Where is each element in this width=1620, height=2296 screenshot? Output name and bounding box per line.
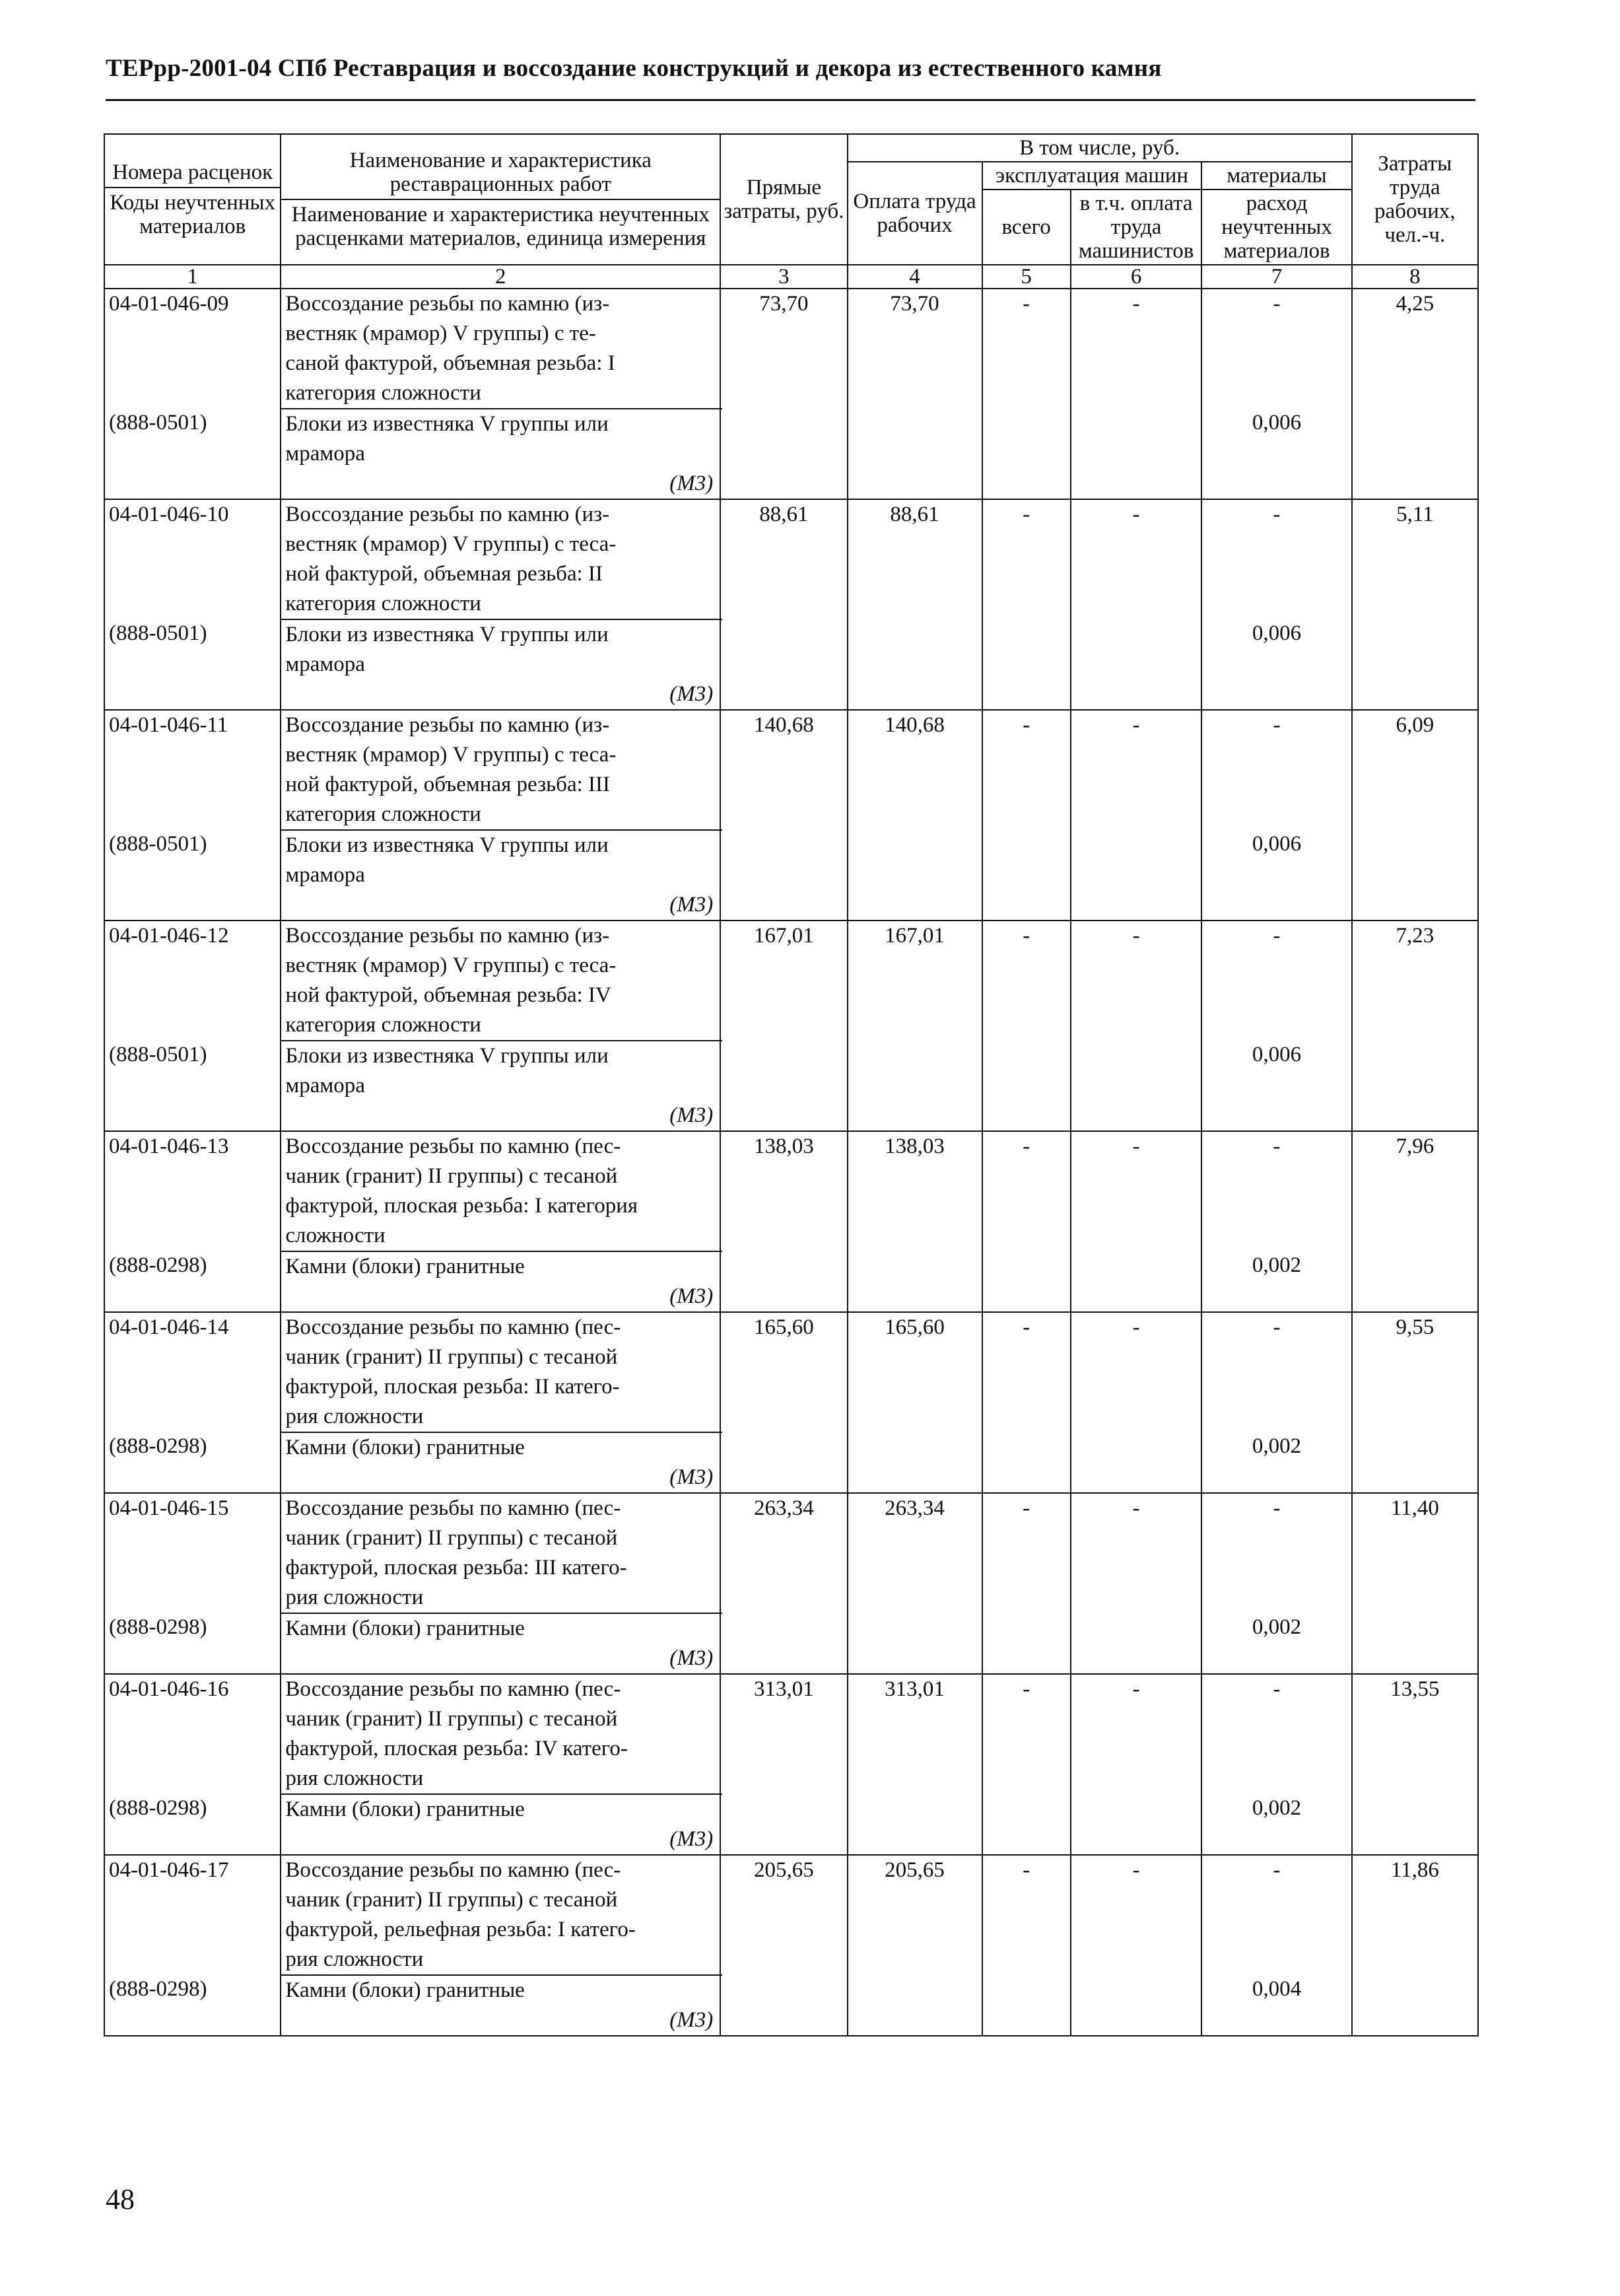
material-unit: (М3) — [669, 1103, 714, 1127]
material-quantity: 0,002 — [1252, 1615, 1302, 1639]
work-description-line: чаник (гранит) II группы) с тесаной — [285, 1707, 618, 1731]
materials-cell — [1201, 499, 1351, 710]
rate-code: 04-01-046-10 — [109, 503, 229, 526]
col-header-consumption: расход неучтенных материалов — [1201, 190, 1351, 265]
materials-value: - — [1273, 1315, 1281, 1339]
spacer — [1206, 1191, 1347, 1221]
spacer — [1206, 589, 1347, 619]
spacer — [1206, 319, 1347, 349]
spacer — [1206, 559, 1347, 589]
material-description-line: Блоки из известняка V группы или — [285, 623, 609, 646]
materials-cell — [1201, 921, 1351, 1131]
work-description-line: чаник (гранит) II группы) с тесаной — [285, 1164, 618, 1188]
labor-cell: 7,96 — [1352, 1131, 1478, 1312]
labor-cell: 11,86 — [1352, 1855, 1478, 2036]
material-quantity: 0,002 — [1252, 1253, 1302, 1277]
spacer — [1206, 349, 1347, 378]
material-description-line: Камни (блоки) гранитные — [285, 1255, 525, 1278]
material-description-line: Камни (блоки) гранитные — [285, 1436, 525, 1459]
spacer — [1206, 1915, 1347, 1945]
wages-cell: 88,61 — [848, 499, 982, 710]
col-header-numbers: Номера расценок Коды неучтенных материалов — [104, 134, 281, 265]
material-code: (888-0298) — [109, 1253, 207, 1277]
material-unit: (М3) — [669, 1646, 714, 1670]
work-description-line: рия сложности — [285, 1405, 424, 1428]
table-row — [104, 1312, 1478, 1493]
material-code: (888-0298) — [109, 1977, 207, 2001]
material-description — [280, 1251, 722, 1311]
rate-code: 04-01-046-16 — [109, 1677, 229, 1701]
materials-value: - — [1273, 1858, 1281, 1882]
spacer — [109, 1764, 276, 1793]
spacer — [109, 1221, 276, 1251]
materials-value: - — [1273, 503, 1281, 526]
col-number: 4 — [848, 265, 982, 289]
machines-total-cell: - — [982, 1312, 1071, 1493]
table-row — [104, 289, 1478, 499]
work-description-line: чаник (гранит) II группы) с тесаной — [285, 1526, 618, 1550]
work-description-cell — [281, 1493, 720, 1674]
work-description-line: Воссоздание резьбы по камню (пес- — [285, 1858, 621, 1882]
work-description-line: Воссоздание резьбы по камню (из- — [285, 713, 610, 737]
work-description-line: категория сложности — [285, 381, 481, 405]
material-description-line: Блоки из известняка V группы или — [285, 833, 609, 857]
material-quantity: 0,004 — [1252, 1977, 1302, 2001]
work-description-line: рия сложности — [285, 1585, 424, 1609]
work-description-line: фактурой, плоская резьба: IV катего- — [285, 1737, 628, 1760]
material-code: (888-0298) — [109, 1796, 207, 1820]
materials-cell — [1201, 1855, 1351, 2036]
rate-code-cell — [104, 1312, 281, 1493]
material-description-line: Камни (блоки) гранитные — [285, 1617, 525, 1640]
work-description-cell — [281, 1855, 720, 2036]
labor-cell: 7,23 — [1352, 921, 1478, 1131]
rate-code-cell — [104, 499, 281, 710]
materials-value: - — [1273, 1677, 1281, 1701]
spacer — [109, 800, 276, 829]
work-description-line: категория сложности — [285, 1013, 481, 1037]
direct-cost-cell: 73,70 — [720, 289, 847, 499]
labor-cell: 11,40 — [1352, 1493, 1478, 1674]
material-description — [280, 408, 722, 499]
work-description-line: чаник (гранит) II группы) с тесаной — [285, 1888, 618, 1912]
material-description — [280, 829, 722, 920]
rate-code: 04-01-046-13 — [109, 1134, 229, 1158]
spacer — [1206, 1553, 1347, 1583]
table-row — [104, 1131, 1478, 1312]
machinist-wages-cell: - — [1071, 710, 1202, 921]
spacer — [109, 1553, 276, 1583]
work-description-line: Воссоздание резьбы по камню (пес- — [285, 1134, 621, 1158]
page-title: ТЕРрр-2001-04 СПб Реставрация и воссоздание конструкций и декора из естественного камня — [106, 55, 1162, 82]
spacer — [109, 1191, 276, 1221]
machinist-wages-cell: - — [1071, 921, 1202, 1131]
col-header-direct: Прямые затраты, руб. — [720, 134, 847, 265]
wages-cell: 165,60 — [848, 1312, 982, 1493]
work-description-line: саной фактурой, объемная резьба: I — [285, 351, 615, 375]
material-description — [280, 1613, 722, 1673]
work-description-line: категория сложности — [285, 802, 481, 826]
rate-code-cell — [104, 289, 281, 499]
wages-cell: 138,03 — [848, 1131, 982, 1312]
work-description-line: фактурой, плоская резьба: II катего- — [285, 1375, 620, 1399]
work-description-line: чаник (гранит) II группы) с тесаной — [285, 1345, 618, 1369]
col-number: 3 — [720, 265, 847, 289]
work-description-line: вестняк (мрамор) V группы) с теса- — [285, 743, 617, 767]
spacer — [109, 1523, 276, 1553]
labor-cell: 13,55 — [1352, 1674, 1478, 1855]
rate-code-cell — [104, 710, 281, 921]
material-code: (888-0298) — [109, 1615, 207, 1639]
direct-cost-cell: 88,61 — [720, 499, 847, 710]
direct-cost-cell: 313,01 — [720, 1674, 847, 1855]
work-description-line: Воссоздание резьбы по камню (из- — [285, 924, 610, 948]
material-description — [280, 1974, 722, 2035]
materials-value: - — [1273, 1134, 1281, 1158]
spacer — [1206, 951, 1347, 981]
materials-value: - — [1273, 713, 1281, 737]
spacer — [1206, 1342, 1347, 1372]
material-unit: (М3) — [669, 2008, 714, 2032]
spacer — [1206, 1704, 1347, 1734]
machines-total-cell: - — [982, 1674, 1071, 1855]
work-description-line: фактурой, плоская резьба: I категория — [285, 1194, 638, 1218]
rate-code-cell — [104, 921, 281, 1131]
spacer — [1206, 1010, 1347, 1040]
table-row — [104, 1493, 1478, 1674]
work-description-line: ной фактурой, объемная резьба: III — [285, 773, 610, 796]
spacer — [109, 349, 276, 378]
material-quantity: 0,006 — [1252, 1043, 1302, 1066]
spacer — [1206, 1764, 1347, 1793]
machines-total-cell: - — [982, 289, 1071, 499]
material-description-line: мрамора — [285, 652, 365, 676]
material-unit: (М3) — [669, 471, 714, 495]
spacer — [1206, 1523, 1347, 1553]
rate-code: 04-01-046-09 — [109, 292, 229, 316]
spacer — [109, 981, 276, 1010]
spacer — [109, 378, 276, 408]
machinist-wages-cell: - — [1071, 1493, 1202, 1674]
work-description-cell — [281, 1131, 720, 1312]
materials-value: - — [1273, 1496, 1281, 1520]
direct-cost-cell: 167,01 — [720, 921, 847, 1131]
spacer — [1206, 1583, 1347, 1613]
work-description-line: ной фактурой, объемная резьба: II — [285, 562, 603, 586]
work-description-line: категория сложности — [285, 592, 481, 615]
work-description-line: Воссоздание резьбы по камню (из- — [285, 292, 610, 316]
spacer — [109, 1885, 276, 1915]
material-description-line: Камни (блоки) гранитные — [285, 1797, 525, 1821]
work-description-line: вестняк (мрамор) V группы) с теса- — [285, 954, 617, 977]
material-code: (888-0501) — [109, 411, 207, 435]
work-description-line: Воссоздание резьбы по камню (из- — [285, 503, 610, 526]
spacer — [109, 740, 276, 770]
machinist-wages-cell: - — [1071, 499, 1202, 710]
materials-cell — [1201, 1674, 1351, 1855]
wages-cell: 140,68 — [848, 710, 982, 921]
material-description-line: мрамора — [285, 863, 365, 887]
material-code: (888-0501) — [109, 621, 207, 645]
wages-cell: 73,70 — [848, 289, 982, 499]
labor-cell: 6,09 — [1352, 710, 1478, 921]
material-quantity: 0,006 — [1252, 621, 1302, 645]
material-description-line: Блоки из известняка V группы или — [285, 412, 609, 436]
work-description-cell — [281, 1312, 720, 1493]
table-body — [104, 289, 1478, 2036]
spacer — [109, 319, 276, 349]
rate-code-cell — [104, 1493, 281, 1674]
material-description — [280, 1432, 722, 1492]
material-quantity: 0,002 — [1252, 1434, 1302, 1458]
spacer — [1206, 1162, 1347, 1191]
work-description-cell — [281, 289, 720, 499]
materials-value: - — [1273, 924, 1281, 948]
rate-code: 04-01-046-17 — [109, 1858, 229, 1882]
work-description-cell — [281, 1674, 720, 1855]
spacer — [1206, 1402, 1347, 1432]
work-description-line: Воссоздание резьбы по камню (пес- — [285, 1496, 621, 1520]
machinist-wages-cell: - — [1071, 1674, 1202, 1855]
work-description-line: сложности — [285, 1224, 386, 1247]
material-quantity: 0,006 — [1252, 832, 1302, 856]
work-description-line: ной фактурой, объемная резьба: IV — [285, 983, 611, 1007]
col-number: 6 — [1071, 265, 1202, 289]
col-number: 7 — [1201, 265, 1351, 289]
rates-table — [104, 133, 1479, 2036]
col-header-machines: эксплуатация машин — [982, 162, 1202, 190]
wages-cell: 313,01 — [848, 1674, 982, 1855]
work-description-line: фактурой, рельефная резьба: I катего- — [285, 1918, 636, 1941]
spacer — [109, 1402, 276, 1432]
spacer — [1206, 800, 1347, 829]
material-unit: (М3) — [669, 1827, 714, 1851]
material-code: (888-0501) — [109, 832, 207, 856]
rate-code: 04-01-046-11 — [109, 713, 228, 737]
spacer — [109, 559, 276, 589]
machinist-wages-cell: - — [1071, 289, 1202, 499]
col-header-including: В том числе, руб. — [848, 134, 1352, 162]
materials-cell — [1201, 1312, 1351, 1493]
wages-cell: 205,65 — [848, 1855, 982, 2036]
spacer — [1206, 1372, 1347, 1402]
spacer — [109, 1945, 276, 1974]
header-divider — [106, 99, 1475, 101]
material-description-line: мрамора — [285, 442, 365, 466]
spacer — [109, 1010, 276, 1040]
wages-cell: 263,34 — [848, 1493, 982, 1674]
material-unit: (М3) — [669, 1465, 714, 1489]
direct-cost-cell: 138,03 — [720, 1131, 847, 1312]
col-header-machinist-wages: в т.ч. оплата труда машинистов — [1071, 190, 1202, 265]
col-number: 8 — [1352, 265, 1478, 289]
work-description-line: рия сложности — [285, 1766, 424, 1790]
rate-code-cell — [104, 1674, 281, 1855]
work-description-cell — [281, 710, 720, 921]
spacer — [109, 1583, 276, 1613]
material-description-line: мрамора — [285, 1074, 365, 1097]
rate-code: 04-01-046-15 — [109, 1496, 229, 1520]
spacer — [109, 770, 276, 800]
labor-cell: 5,11 — [1352, 499, 1478, 710]
machinist-wages-cell: - — [1071, 1131, 1202, 1312]
direct-cost-cell: 140,68 — [720, 710, 847, 921]
rate-code: 04-01-046-12 — [109, 924, 229, 948]
col-header-machines-total: всего — [982, 190, 1071, 265]
rate-code-cell — [104, 1131, 281, 1312]
materials-cell — [1201, 710, 1351, 921]
spacer — [1206, 981, 1347, 1010]
material-description — [280, 1040, 722, 1131]
material-description — [280, 1793, 722, 1854]
spacer — [109, 1734, 276, 1764]
materials-cell — [1201, 289, 1351, 499]
table-row — [104, 1674, 1478, 1855]
material-code: (888-0298) — [109, 1434, 207, 1458]
col-header-wages: Оплата труда рабочих — [848, 162, 982, 265]
machines-total-cell: - — [982, 1855, 1071, 2036]
material-unit: (М3) — [669, 1284, 714, 1308]
col-header-labor: Затраты труда рабочих, чел.-ч. — [1352, 134, 1478, 265]
col-header-name: Наименование и характеристика реставрационных работ Наименование и характеристика неучтенных расценками материалов, единица измерения — [281, 134, 720, 265]
spacer — [109, 1162, 276, 1191]
col-header-materials: материалы — [1201, 162, 1351, 190]
col-number: 2 — [281, 265, 720, 289]
work-description-line: вестняк (мрамор) V группы) с теса- — [285, 532, 617, 556]
table-row — [104, 710, 1478, 921]
direct-cost-cell: 165,60 — [720, 1312, 847, 1493]
labor-cell: 4,25 — [1352, 289, 1478, 499]
wages-cell: 167,01 — [848, 921, 982, 1131]
work-description-cell — [281, 921, 720, 1131]
materials-value: - — [1273, 292, 1281, 316]
machines-total-cell: - — [982, 921, 1071, 1131]
work-description-line: фактурой, плоская резьба: III катего- — [285, 1556, 627, 1580]
machinist-wages-cell: - — [1071, 1855, 1202, 2036]
spacer — [1206, 1945, 1347, 1974]
spacer — [1206, 1221, 1347, 1251]
page-number: 48 — [106, 2183, 135, 2215]
work-description-cell — [281, 499, 720, 710]
table-row — [104, 921, 1478, 1131]
spacer — [109, 1704, 276, 1734]
material-code: (888-0501) — [109, 1043, 207, 1066]
work-description-line: вестняк (мрамор) V группы) с те- — [285, 322, 596, 345]
spacer — [109, 1372, 276, 1402]
materials-cell — [1201, 1131, 1351, 1312]
direct-cost-cell: 263,34 — [720, 1493, 847, 1674]
work-description-line: Воссоздание резьбы по камню (пес- — [285, 1677, 621, 1701]
material-description-line: Камни (блоки) гранитные — [285, 1978, 525, 2002]
spacer — [1206, 740, 1347, 770]
col-number: 5 — [982, 265, 1071, 289]
work-description-line: Воссоздание резьбы по камню (пес- — [285, 1315, 621, 1339]
machines-total-cell: - — [982, 1493, 1071, 1674]
spacer — [109, 1342, 276, 1372]
spacer — [1206, 770, 1347, 800]
machinist-wages-cell: - — [1071, 1312, 1202, 1493]
col-number: 1 — [104, 265, 281, 289]
material-description — [280, 619, 722, 709]
spacer — [109, 530, 276, 559]
spacer — [1206, 378, 1347, 408]
machines-total-cell: - — [982, 499, 1071, 710]
spacer — [1206, 530, 1347, 559]
rate-code-cell — [104, 1855, 281, 2036]
material-quantity: 0,002 — [1252, 1796, 1302, 1820]
spacer — [109, 1915, 276, 1945]
material-quantity: 0,006 — [1252, 411, 1302, 435]
spacer — [1206, 1734, 1347, 1764]
labor-cell: 9,55 — [1352, 1312, 1478, 1493]
material-unit: (М3) — [669, 682, 714, 706]
rate-code: 04-01-046-14 — [109, 1315, 229, 1339]
table-row — [104, 499, 1478, 710]
spacer — [109, 589, 276, 619]
table-row — [104, 1855, 1478, 2036]
material-unit: (М3) — [669, 893, 714, 917]
machines-total-cell: - — [982, 1131, 1071, 1312]
materials-cell — [1201, 1493, 1351, 1674]
direct-cost-cell: 205,65 — [720, 1855, 847, 2036]
machines-total-cell: - — [982, 710, 1071, 921]
work-description-line: рия сложности — [285, 1947, 424, 1971]
spacer — [1206, 1885, 1347, 1915]
spacer — [109, 951, 276, 981]
material-description-line: Блоки из известняка V группы или — [285, 1044, 609, 1068]
